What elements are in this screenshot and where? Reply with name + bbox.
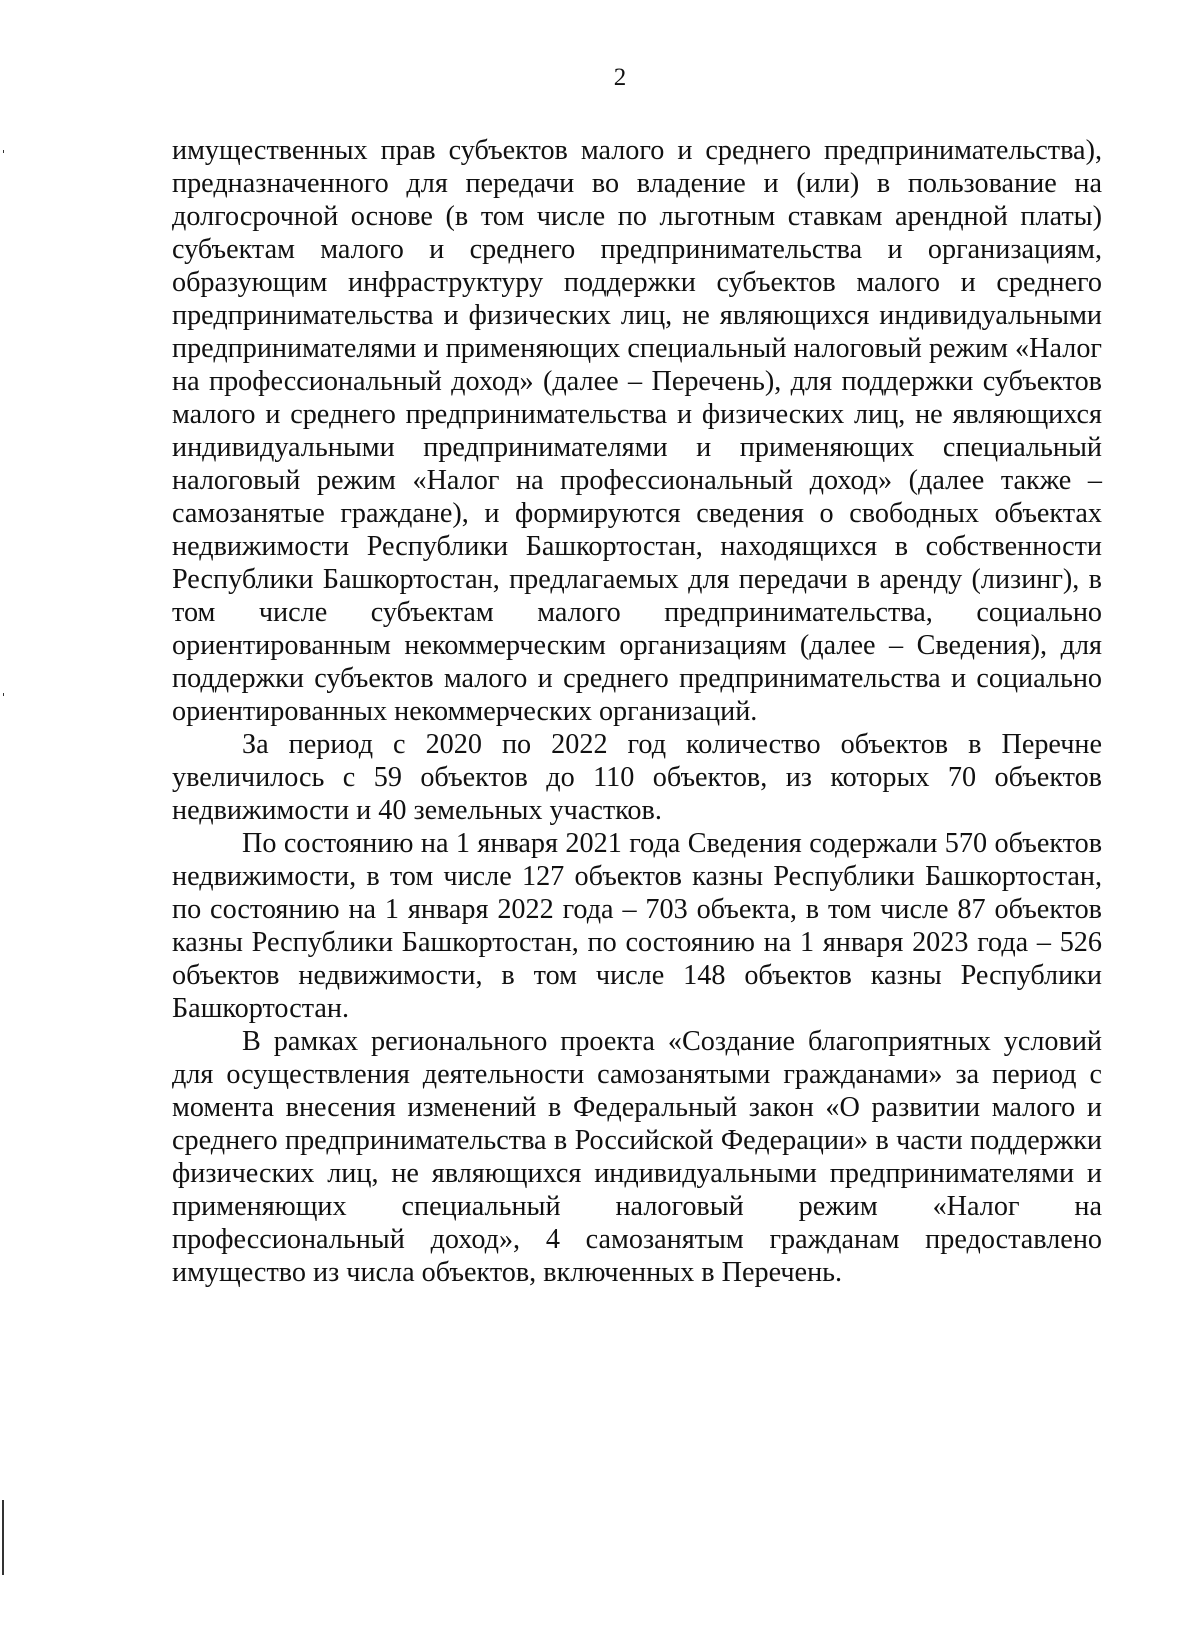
scan-artifact-middle xyxy=(3,693,4,696)
paragraph-svedeniya-status: По состоянию на 1 января 2021 года Сведения содержали 570 объектов недвижимости, в том числе 127 объектов казны Республики Башкортостан, по состоянию на 1 января 2022 года – 703 объекта, в том числе 87 объектов казны Республики Башкортостан, по состоянию на 1 января 2023 года – 526 объектов недвижимости, в том числе 148 объектов казны Республики Башкортостан. xyxy=(172,828,1102,1024)
paragraph-regional-project: В рамках регионального проекта «Создание благоприятных условий для осуществления деятельности самозанятыми гражданами» за период с момента внесения изменений в Федеральный закон «О развитии малого и среднего предпринимательства в Российской Федерации» в части поддержки физических лиц, не являющихся индивидуальными предпринимателями и применяющих специальный налоговый режим «Налог на профессиональный доход», 4 самозанятым гражданам предоставлено имущество из числа объектов, включенных в Перечень. xyxy=(172,1026,1102,1288)
scan-artifact-top xyxy=(3,150,4,153)
paragraph-perechen-description: имущественных прав субъектов малого и среднего предпринимательства), предназначенного для передачи во владение и (или) в пользование на долгосрочной основе (в том числе по льготным ставкам арендной платы) субъектам малого и среднего предпринимательства и организациям, образующим инфраструктуру поддержки субъектов малого и среднего предпринимательства и физических лиц, не являющихся индивидуальными предпринимателями и применяющих специальный налоговый режим «Налог на профессиональный доход» (далее – Перечень), для поддержки субъектов малого и среднего предпринимательства и физических лиц, не являющихся индивидуальными предпринимателями и применяющих специальный налоговый режим «Налог на профессиональный доход» (далее также – самозанятые граждане), и формируются сведения о свободных объектах недвижимости Республики Башкортостан, находящихся в собственности Республики Башкортостан, предлагаемых для передачи в аренду (лизинг), в том числе субъектам малого предпринимательства, социально ориентированным некоммерческим организациям (далее – Сведения), для поддержки субъектов малого и среднего предпринимательства и социально ориентированных некоммерческих организаций. xyxy=(172,135,1102,727)
page-number: 2 xyxy=(613,64,627,91)
paragraph-objects-count: За период с 2020 по 2022 год количество объектов в Перечне увеличилось с 59 объектов до 110 объектов, из которых 70 объектов недвижимости и 40 земельных участков. xyxy=(172,729,1102,826)
scan-artifact-bottom xyxy=(2,1500,4,1575)
document-body xyxy=(172,134,1102,1289)
